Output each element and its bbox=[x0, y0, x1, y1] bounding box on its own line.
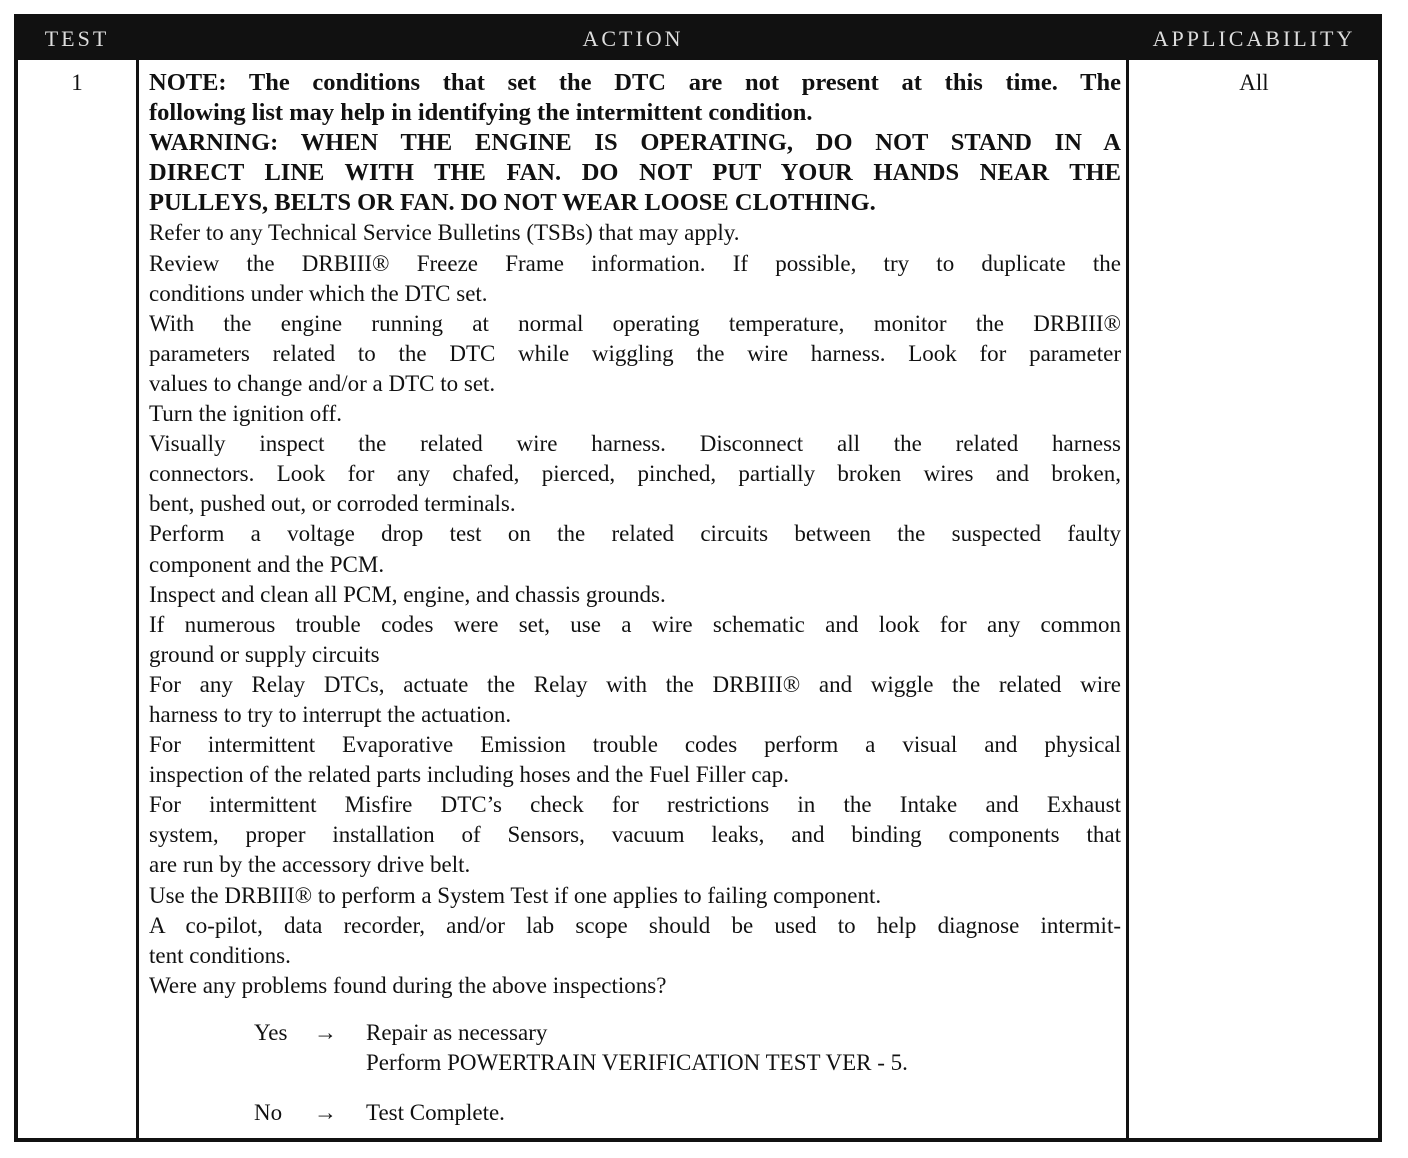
instruction-line: With the engine running at normal operating temperature, monitor the DRBIII® bbox=[149, 310, 1121, 336]
instruction-line: bent, pushed out, or corroded terminals. bbox=[149, 491, 516, 517]
instruction-line: Review the DRBIII® Freeze Frame information. If possible, try to duplicate the bbox=[149, 250, 1121, 276]
note-line: NOTE: The conditions that set the DTC are not present at this time. The bbox=[149, 69, 1121, 96]
instruction-line: Visually inspect the related wire harness. Disconnect all the related harness bbox=[149, 431, 1121, 457]
instruction-line: inspection of the related parts including hoses and the Fuel Filler cap. bbox=[149, 762, 790, 788]
instruction-line: values to change and/or a DTC to set. bbox=[149, 370, 496, 396]
action-text bbox=[149, 68, 1121, 1001]
instruction-line: For intermittent Evaporative Emission trouble codes perform a visual and physical bbox=[149, 732, 1121, 758]
yes-label: Yes bbox=[254, 1020, 288, 1045]
instruction-line: For any Relay DTCs, actuate the Relay with the DRBIII® and wiggle the related wire bbox=[149, 671, 1121, 697]
diagnostic-table bbox=[14, 14, 1382, 1142]
header-applicability: APPLICABILITY bbox=[1152, 26, 1356, 51]
warning-line: PULLEYS, BELTS OR FAN. DO NOT WEAR LOOSE CLOTHING. bbox=[149, 189, 876, 217]
instruction-line: conditions under which the DTC set. bbox=[149, 280, 488, 306]
instruction-line: Refer to any Technical Service Bulletins (TSBs) that may apply. bbox=[149, 220, 740, 246]
instruction-line: A co-pilot, data recorder, and/or lab scope should be used to help diagnose intermit- bbox=[149, 912, 1121, 938]
no-result-line: Test Complete. bbox=[366, 1100, 505, 1125]
instruction-line: connectors. Look for any chafed, pierced, pinched, partially broken wires and broken, bbox=[149, 461, 1121, 487]
header-action: ACTION bbox=[582, 26, 684, 51]
instruction-line: Inspect and clean all PCM, engine, and chassis grounds. bbox=[149, 581, 666, 607]
instruction-line: harness to try to interrupt the actuation. bbox=[149, 701, 512, 727]
instruction-line: parameters related to the DTC while wiggling the wire harness. Look for parameter bbox=[149, 340, 1121, 366]
header-test: TEST bbox=[44, 26, 110, 51]
no-label: No bbox=[254, 1100, 283, 1125]
yes-result-line: Perform POWERTRAIN VERIFICATION TEST VER - 5. bbox=[366, 1050, 908, 1075]
question-line: Were any problems found during the above inspections? bbox=[149, 972, 667, 998]
warning-line: DIRECT LINE WITH THE FAN. DO NOT PUT YOUR HANDS NEAR THE bbox=[149, 159, 1121, 187]
table-header bbox=[18, 18, 1378, 60]
warning-line: WARNING: WHEN THE ENGINE IS OPERATING, DO NOT STAND IN A bbox=[149, 129, 1121, 157]
yes-result-line: Repair as necessary bbox=[366, 1020, 548, 1045]
instruction-line: ground or supply circuits bbox=[149, 641, 380, 667]
column-divider bbox=[136, 60, 139, 1138]
arrow-icon: → bbox=[314, 1020, 337, 1045]
applicability-value: All bbox=[1239, 70, 1269, 95]
note-line: following list may help in identifying the intermittent condition. bbox=[149, 99, 813, 127]
instruction-line: system, proper installation of Sensors, vacuum leaks, and binding components that bbox=[149, 822, 1121, 848]
instruction-line: Turn the ignition off. bbox=[149, 401, 342, 427]
instruction-line: For intermittent Misfire DTC’s check for restrictions in the Intake and Exhaust bbox=[149, 792, 1121, 818]
column-divider bbox=[1126, 60, 1129, 1138]
instruction-line: are run by the accessory drive belt. bbox=[149, 852, 471, 878]
instruction-line: Use the DRBIII® to perform a System Test if one applies to failing component. bbox=[149, 882, 882, 908]
instruction-line: Perform a voltage drop test on the related circuits between the suspected faulty bbox=[149, 521, 1121, 547]
instruction-line: If numerous trouble codes were set, use a wire schematic and look for any common bbox=[149, 611, 1121, 637]
result-no bbox=[18, 1098, 1118, 1130]
result-yes bbox=[18, 1018, 1118, 1082]
instruction-line: component and the PCM. bbox=[149, 551, 385, 577]
test-number: 1 bbox=[71, 70, 83, 95]
instruction-line: tent conditions. bbox=[149, 942, 291, 968]
arrow-icon: → bbox=[314, 1100, 337, 1125]
